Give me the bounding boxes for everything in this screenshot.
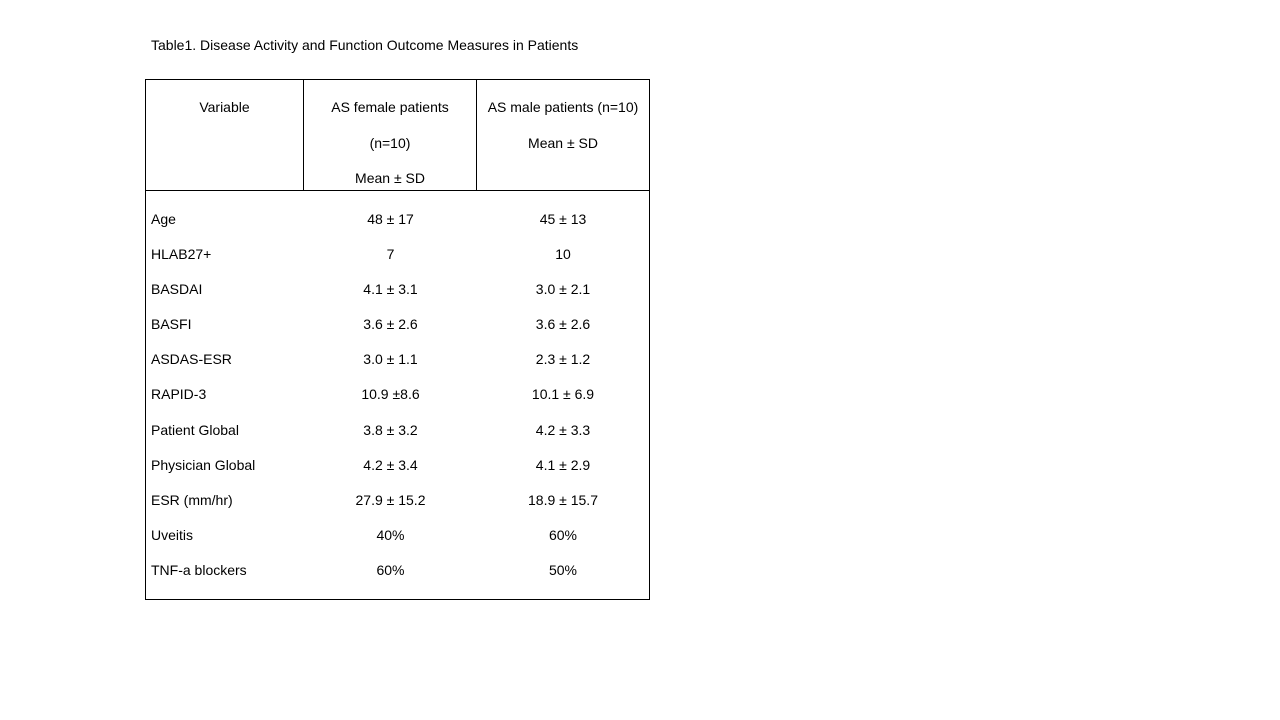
- cell-variable: Patient Global: [151, 422, 239, 438]
- header-male-line: Mean ± SD: [528, 134, 598, 151]
- cell-male: 10.1 ± 6.9: [531, 386, 595, 402]
- cell-female: 3.0 ± 1.1: [363, 351, 418, 367]
- cell-female: 4.2 ± 3.4: [363, 457, 418, 473]
- cell-variable: ESR (mm/hr): [151, 492, 233, 508]
- header-male-line: AS male patients (n=10): [487, 99, 639, 115]
- cell-male: 3.0 ± 2.1: [535, 281, 591, 297]
- cell-variable: ASDAS-ESR: [151, 351, 232, 367]
- cell-female: 40%: [376, 527, 405, 543]
- header-variable: [146, 80, 304, 190]
- table-row: [146, 526, 649, 561]
- table-row: [146, 421, 649, 456]
- cell-variable: Uveitis: [151, 527, 194, 543]
- cell-male: 60%: [548, 527, 578, 543]
- table-row: [146, 210, 649, 245]
- cell-female: 3.8 ± 3.2: [363, 422, 418, 438]
- cell-variable: BASFI: [151, 316, 192, 332]
- table-row: [146, 491, 649, 526]
- header-female-line: AS female patients: [331, 99, 449, 115]
- table-row: [146, 315, 649, 350]
- cell-female: 3.6 ± 2.6: [363, 316, 418, 332]
- table-row: [146, 561, 649, 596]
- table-row: [146, 350, 649, 385]
- cell-variable: Age: [151, 211, 176, 227]
- cell-male: 10: [555, 246, 571, 262]
- table-title: Table1. Disease Activity and Function Outcome Measures in Patients: [151, 37, 579, 53]
- header-male-patients: [477, 80, 649, 190]
- cell-male: 50%: [548, 562, 578, 578]
- cell-female: 4.1 ± 3.1: [363, 281, 418, 297]
- cell-male: 2.3 ± 1.2: [535, 351, 591, 367]
- cell-male: 3.6 ± 2.6: [535, 316, 591, 332]
- cell-male: 4.2 ± 3.3: [535, 422, 591, 438]
- cell-male: 4.1 ± 2.9: [535, 457, 591, 473]
- header-variable-line: Variable: [199, 99, 250, 115]
- cell-female: 60%: [376, 562, 405, 578]
- cell-female: 48 ± 17: [367, 211, 414, 227]
- cell-variable: TNF-a blockers: [151, 562, 247, 578]
- cell-female: 10.9 ±8.6: [361, 386, 420, 402]
- cell-variable: RAPID-3: [151, 386, 207, 402]
- header-female-patients: [304, 80, 477, 190]
- table-row: [146, 456, 649, 491]
- cell-female: 27.9 ± 15.2: [355, 492, 426, 508]
- cell-variable: Physician Global: [151, 457, 256, 473]
- table-row: [146, 385, 649, 420]
- cell-male: 45 ± 13: [539, 211, 587, 227]
- cell-variable: BASDAI: [151, 281, 203, 297]
- table-header-row: [146, 80, 649, 191]
- header-female-line: (n=10): [369, 134, 411, 151]
- table-row: [146, 280, 649, 315]
- cell-variable: HLAB27+: [151, 246, 212, 262]
- cell-female: 7: [386, 246, 395, 262]
- cell-male: 18.9 ± 15.7: [528, 492, 598, 508]
- table-row: [146, 245, 649, 280]
- header-female-line: Mean ± SD: [355, 170, 425, 186]
- outcome-measures-table: [145, 79, 650, 600]
